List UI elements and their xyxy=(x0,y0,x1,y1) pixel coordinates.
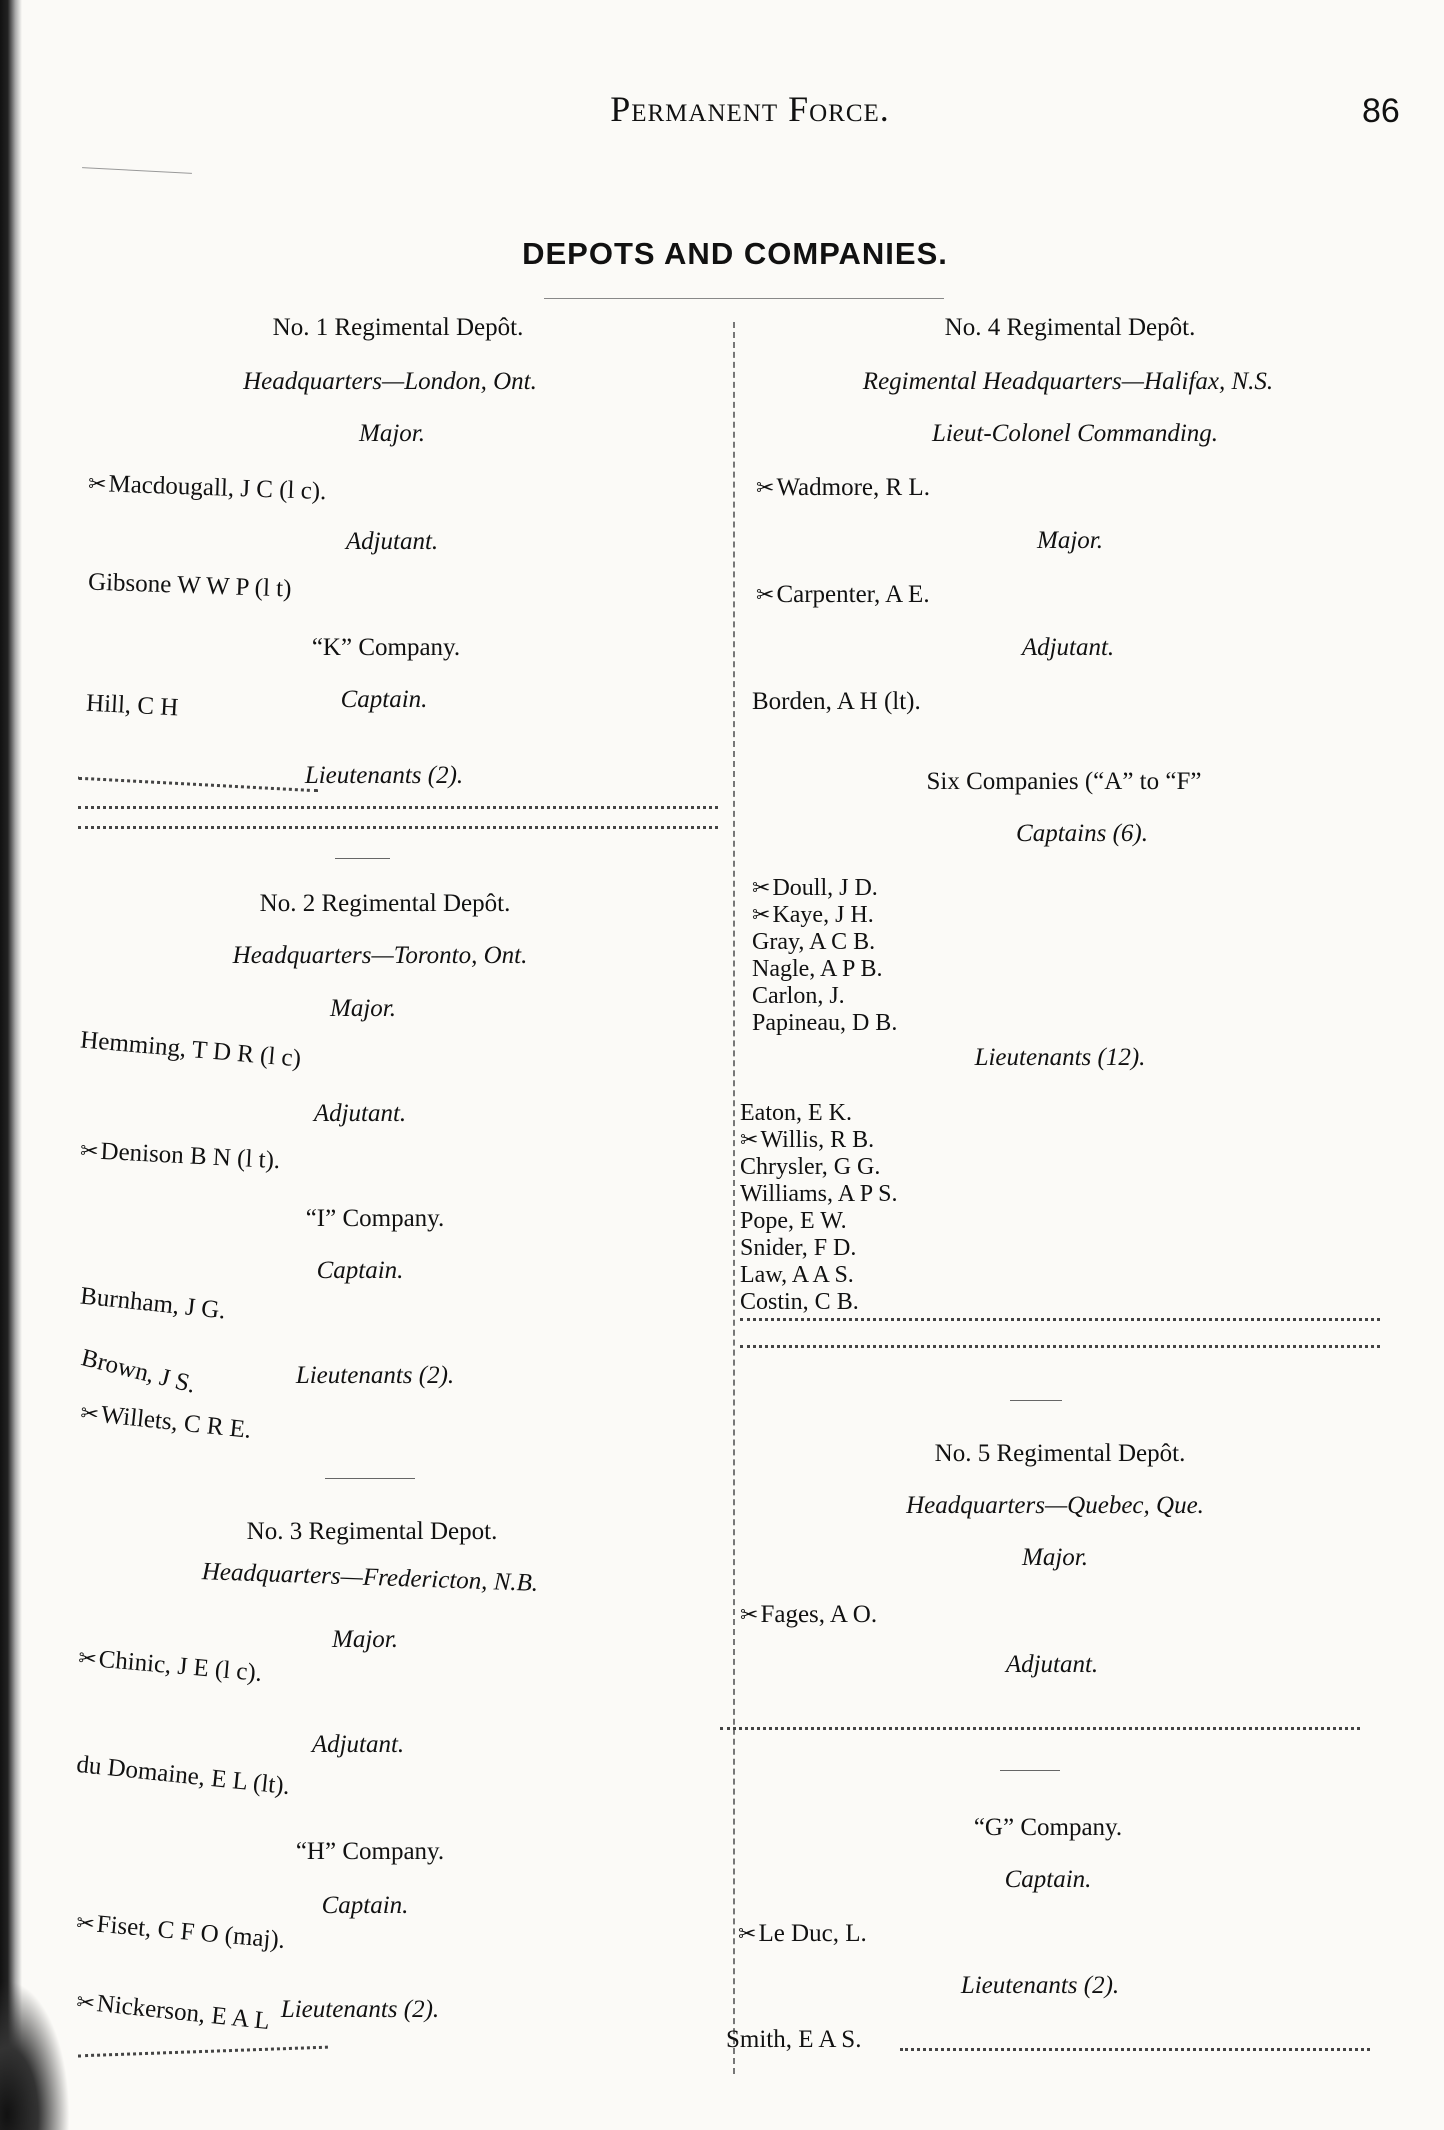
adjutant-label: Adjutant. xyxy=(313,1100,407,1127)
officer-name: Carpenter, A E. xyxy=(776,581,930,608)
depot-name: No. 4 Regimental Depôt. xyxy=(944,314,1196,341)
officer-name: Macdougall, J C (l c). xyxy=(108,470,327,506)
list-item: Papineau, D B. xyxy=(752,1010,898,1036)
vacancy-dots xyxy=(78,2046,328,2058)
crossed-swords-icon: ✂ xyxy=(75,1989,97,2017)
officer-name: Fiset, C F O (maj). xyxy=(95,1910,287,1955)
crossed-swords-icon: ✂ xyxy=(756,583,775,608)
major-entry xyxy=(88,470,327,506)
vacancy-dots xyxy=(740,1345,1380,1348)
crossed-swords-icon: ✂ xyxy=(740,1603,759,1628)
crossed-swords-icon: ✂ xyxy=(752,876,771,901)
major-label: Major. xyxy=(330,995,396,1022)
list-item: Carlon, J. xyxy=(752,983,845,1009)
vacancy-dots xyxy=(740,1318,1380,1321)
vacancy-dots xyxy=(78,806,718,809)
lieutenant-entry xyxy=(79,1399,253,1445)
lieutenants-label: Lieutenants (2). xyxy=(960,1972,1120,1999)
captains-label: Captains (6). xyxy=(1016,820,1148,847)
crossed-swords-icon: ✂ xyxy=(738,1922,757,1947)
officer-name: Chinic, J E (l c). xyxy=(97,1645,264,1687)
crossed-swords-icon: ✂ xyxy=(756,476,775,501)
depot-name: No. 2 Regimental Depôt. xyxy=(259,890,511,917)
adjutant-entry: Borden, A H (lt). xyxy=(752,688,921,715)
major-entry: Hemming, T D R (l c) xyxy=(79,1026,303,1073)
list-item xyxy=(752,875,897,902)
officer-name: Fages, A O. xyxy=(760,1601,878,1628)
lieutenants-label: Lieutenants (2). xyxy=(280,1996,440,2023)
companies-heading: Six Companies (“A” to “F” xyxy=(926,768,1202,795)
captain-entry: Burnham, J G. xyxy=(79,1282,227,1325)
depot-name: No. 5 Regimental Depôt. xyxy=(934,1440,1186,1467)
adjutant-entry xyxy=(79,1137,280,1175)
list-item: Eaton, E K. xyxy=(740,1100,852,1126)
captain-label: Captain. xyxy=(1004,1866,1092,1893)
list-item xyxy=(740,1127,898,1154)
list-item: Pope, E W. xyxy=(740,1208,847,1234)
lieutenants-label: Lieutenants (2). xyxy=(295,1362,455,1389)
lieut-colonel-label: Lieut-Colonel Commanding. xyxy=(931,420,1219,447)
list-item: Chrysler, G G. xyxy=(740,1154,881,1180)
crossed-swords-icon: ✂ xyxy=(79,1401,101,1428)
scan-mark xyxy=(82,167,192,174)
headquarters: Headquarters—Toronto, Ont. xyxy=(232,942,528,969)
captains-list xyxy=(752,875,897,1037)
vacancy-dots xyxy=(78,826,718,829)
lieutenant-entry xyxy=(75,1988,271,2036)
captain-entry: Hill, C H xyxy=(85,689,180,722)
major-label: Major. xyxy=(1022,1544,1088,1571)
lieutenant-entry: Smith, E A S. xyxy=(726,2026,862,2053)
list-item: Snider, F D. xyxy=(740,1235,857,1261)
page-title: DEPOTS AND COMPANIES. xyxy=(522,236,948,271)
vacancy-dots xyxy=(78,777,318,793)
vacancy-dots xyxy=(900,2048,1370,2051)
headquarters: Headquarters—London, Ont. xyxy=(243,368,537,395)
lieut-colonel-entry xyxy=(756,474,930,502)
major-entry xyxy=(756,581,930,609)
adjutant-entry: du Domaine, E L (lt). xyxy=(75,1750,292,1801)
crossed-swords-icon: ✂ xyxy=(752,903,771,928)
vacancy-dots xyxy=(720,1727,1360,1730)
company-name: “I” Company. xyxy=(305,1205,445,1232)
captain-entry xyxy=(738,1920,867,1948)
captain-label: Captain. xyxy=(316,1257,404,1284)
officer-name: Doull, J D. xyxy=(772,875,878,901)
list-item: Gray, A C B. xyxy=(752,929,876,955)
officer-name: Willis, R B. xyxy=(760,1127,875,1153)
company-name: “G” Company. xyxy=(973,1814,1123,1841)
title-underline xyxy=(544,298,944,299)
depot-name: No. 1 Regimental Depôt. xyxy=(272,314,524,341)
list-item xyxy=(752,902,897,929)
crossed-swords-icon: ✂ xyxy=(75,1910,96,1938)
crossed-swords-icon: ✂ xyxy=(87,471,107,498)
officer-name: Wadmore, R L. xyxy=(776,474,930,501)
major-entry xyxy=(740,1601,877,1629)
major-label: Major. xyxy=(1037,527,1103,554)
officer-name: Nickerson, E A L xyxy=(95,1990,271,2036)
list-item: Costin, C B. xyxy=(740,1289,859,1315)
adjutant-label: Adjutant. xyxy=(1021,634,1115,661)
running-title: Permanent Force. xyxy=(610,89,890,129)
list-item: Nagle, A P B. xyxy=(752,956,883,982)
adjutant-entry: Gibsone W W P (l t) xyxy=(87,568,292,603)
major-label: Major. xyxy=(332,1626,398,1653)
lieutenant-entry: Brown, J S. xyxy=(78,1344,199,1399)
section-separator xyxy=(1000,1770,1060,1771)
adjutant-label: Adjutant. xyxy=(345,528,439,555)
captain-entry xyxy=(75,1909,286,1955)
crossed-swords-icon: ✂ xyxy=(740,1128,759,1153)
column-divider xyxy=(733,322,735,2074)
headquarters: Headquarters—Quebec, Que. xyxy=(906,1492,1204,1519)
officer-name: Denison B N (l t). xyxy=(99,1137,281,1175)
adjutant-label: Adjutant. xyxy=(1005,1651,1099,1678)
company-name: “K” Company. xyxy=(311,634,461,661)
list-item: Law, A A S. xyxy=(740,1262,854,1288)
depot-name: No. 3 Regimental Depot. xyxy=(246,1518,498,1545)
lieutenants-label: Lieutenants (12). xyxy=(974,1044,1146,1071)
crossed-swords-icon: ✂ xyxy=(77,1646,98,1673)
major-entry xyxy=(77,1644,263,1688)
captain-label: Captain. xyxy=(321,1892,409,1919)
book-spine-shadow xyxy=(0,0,22,2130)
crossed-swords-icon: ✂ xyxy=(79,1138,100,1165)
adjutant-label: Adjutant. xyxy=(311,1731,405,1758)
officer-name: Le Duc, L. xyxy=(758,1920,867,1947)
ink-smudge xyxy=(0,1980,70,2130)
company-name: “H” Company. xyxy=(295,1838,445,1865)
major-label: Major. xyxy=(359,420,425,447)
lieutenants-list xyxy=(740,1100,898,1316)
officer-name: Kaye, J H. xyxy=(772,902,874,928)
section-separator xyxy=(325,1478,415,1479)
list-item: Williams, A P S. xyxy=(740,1181,898,1207)
page-number: 86 xyxy=(1362,92,1400,130)
section-separator xyxy=(335,858,390,859)
section-separator xyxy=(1010,1400,1062,1401)
headquarters: Regimental Headquarters—Halifax, N.S. xyxy=(862,368,1274,395)
officer-name: Willets, C R E. xyxy=(99,1401,253,1444)
captain-label: Captain. xyxy=(340,686,428,713)
headquarters: Headquarters—Fredericton, N.B. xyxy=(201,1558,539,1597)
lieutenants-label: Lieutenants (2). xyxy=(304,762,464,789)
